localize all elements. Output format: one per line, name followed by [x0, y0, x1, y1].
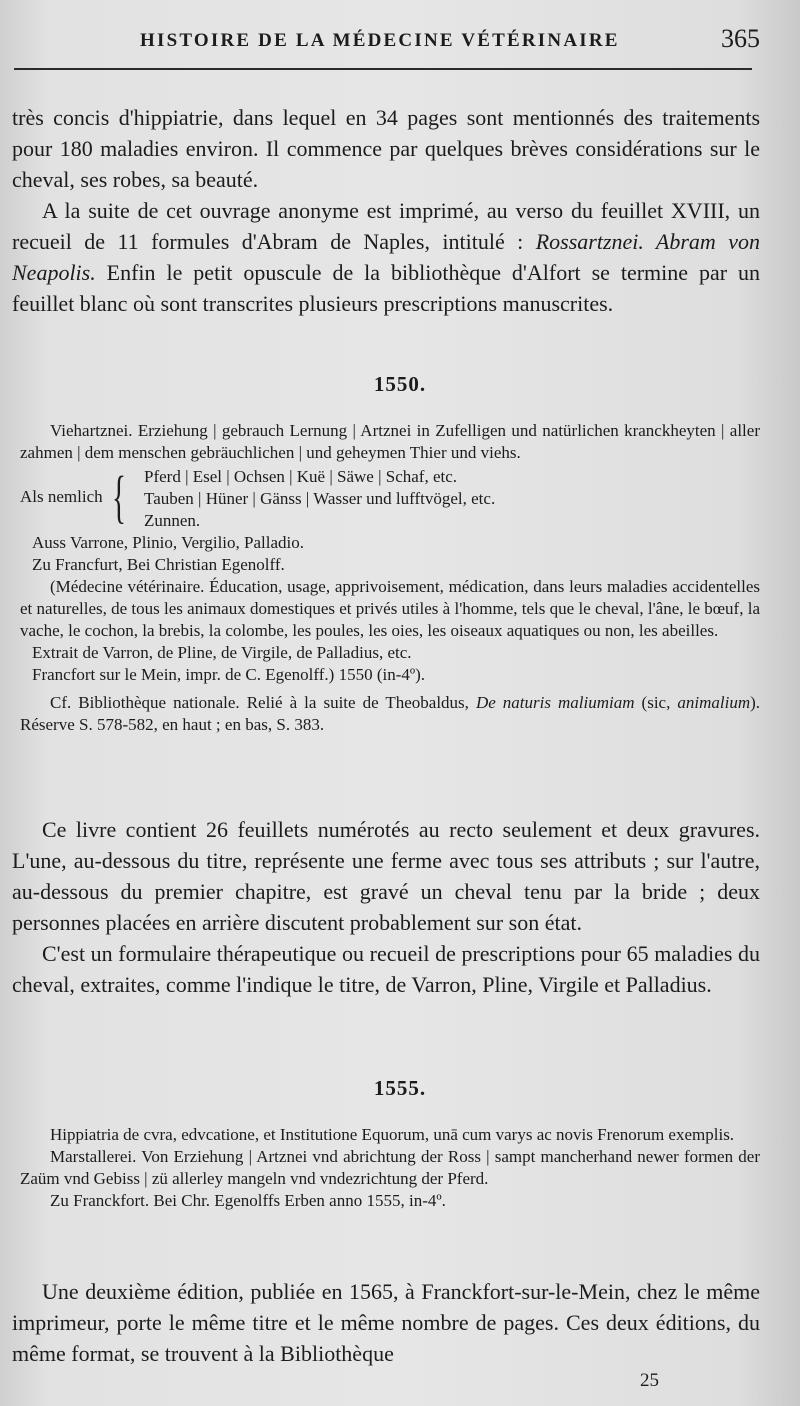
entry-1555-imprint: Zu Franckfort. Bei Chr. Egenolffs Erben anno 1555, in-4º.	[50, 1191, 446, 1210]
entry-1550-reference	[20, 692, 760, 736]
paragraph-4: C'est un formulaire thérapeutique ou recueil de prescriptions pour 65 maladies du cheval, extraites, comme l'indique le titre, de Varron, Pline, Virgile et Palladius.	[12, 941, 760, 997]
brace-list	[20, 466, 760, 532]
entry-1550-translation: (Médecine vétérinaire. Éducation, usage, apprivoisement, médication, dans leurs maladies accidentelles et naturelles, de tous les animaux domestiques et privés utiles à l'homme, tels que le cheval, l'âne, le bœuf, la vache, le cochon, la brebis, la colombe, les poules, les oies, les oiseaux aquatiques ou non, les abeilles.	[20, 577, 760, 640]
entry-1550-title: Viehartznei. Erziehung | gebrauch Lernung | Artznei in Zufelligen und natürlichen kranckheyten | aller zahmen | dem menschen gebräuchlichen | und geheymen Thier und viehs.	[20, 421, 760, 462]
page-header	[140, 24, 760, 62]
body-section-middle	[12, 814, 760, 1000]
paragraph-2	[12, 195, 760, 319]
body-section-bottom	[12, 1276, 760, 1369]
page-number: 365	[721, 24, 760, 53]
reference-italic-b: animalium	[677, 693, 751, 712]
reference-italic-a: De naturis maliumiam	[475, 693, 635, 712]
paragraph-5: Une deuxième édition, publiée en 1565, à Franckfort-sur-le-Mein, chez le même imprimeur, porte le même titre et le même nombre de pages. Ces deux éditions, du même format, se trouvent à la Bibliothèque	[12, 1279, 760, 1366]
paragraph-2-italic: Rossartznei. Abram von Neapolis.	[12, 229, 760, 285]
entry-1555-title: Hippiatria de cvra, edvcatione, et Institutione Equorum, unā cum varys ac novis Frenorum exemplis.	[50, 1125, 735, 1144]
entry-1550-translation-imprint: Francfort sur le Mein, impr. de C. Egenolff.) 1550 (in-4º).	[32, 665, 426, 684]
year-heading-1550: 1550.	[373, 372, 427, 396]
brace-label: Als nemlich	[20, 487, 103, 506]
paragraph-3: Ce livre contient 26 feuillets numérotés au recto seulement et deux gravures. L'une, au-dessous du titre, représente une ferme avec tous ses attributs ; sur l'autre, au-dessous du premier chapitre, est gravé un cheval tenu par la bride ; deux personnes placées en arrière discutent probablement sur son état.	[12, 817, 760, 935]
brace-item: Tauben | Hüner | Gänss | Wasser und lufftvögel, etc.	[144, 489, 496, 508]
brace-item: Pferd | Esel | Ochsen | Kuë | Säwe | Schaf, etc.	[144, 467, 458, 486]
signature-mark: 25	[640, 1370, 659, 1391]
paragraph-2-text-b: Enfin le petit opuscule de la bibliothèque d'Alfort se termine par un feuillet blanc où sont transcrites plusieurs prescriptions manuscrites.	[12, 260, 760, 316]
entry-1550-printer: Zu Francfurt, Bei Christian Egenolff.	[32, 555, 285, 574]
paragraph-1: très concis d'hippiatrie, dans lequel en 34 pages sont mentionnés des traitements pour 180 maladies environ. Il commence par quelques brèves considérations sur le cheval, ses robes, sa beauté.	[12, 105, 760, 192]
reference-text-b: (sic,	[641, 693, 671, 712]
reference-text-a: Cf. Bibliothèque nationale. Relié à la suite de Theobaldus,	[50, 693, 469, 712]
bibliographic-entry-1550	[20, 420, 760, 736]
entry-1550-source: Auss Varrone, Plinio, Vergilio, Palladio.	[32, 533, 304, 552]
brace-item: Zunnen.	[144, 511, 201, 530]
entry-1555-german: Marstallerei. Von Erziehung | Artznei vnd abrichtung der Ross | sampt mancherhand newer formen der Zaüm vnd Gebiss | zü allerley mangeln vnd vndezrichtung der Pferd.	[20, 1147, 760, 1188]
brace-symbol: {	[112, 464, 126, 529]
entry-1550-translation-extract: Extrait de Varron, de Pline, de Virgile, de Palladius, etc.	[32, 643, 412, 662]
header-rule	[14, 68, 752, 70]
brace-items	[144, 466, 495, 532]
running-title: HISTOIRE DE LA MÉDECINE VÉTÉRINAIRE	[140, 30, 620, 51]
year-heading-1555: 1555.	[373, 1076, 427, 1100]
bibliographic-entry-1555	[20, 1124, 760, 1212]
body-section-top	[12, 102, 760, 319]
reference-text-c: ). Réserve S. 578-582, en haut ; en bas, S. 383.	[20, 693, 761, 734]
paragraph-2-text-a: A la suite de cet ouvrage anonyme est imprimé, au verso du feuillet XVIII, un recueil de 11 formules d'Abram de Naples, intitulé :	[12, 198, 760, 254]
